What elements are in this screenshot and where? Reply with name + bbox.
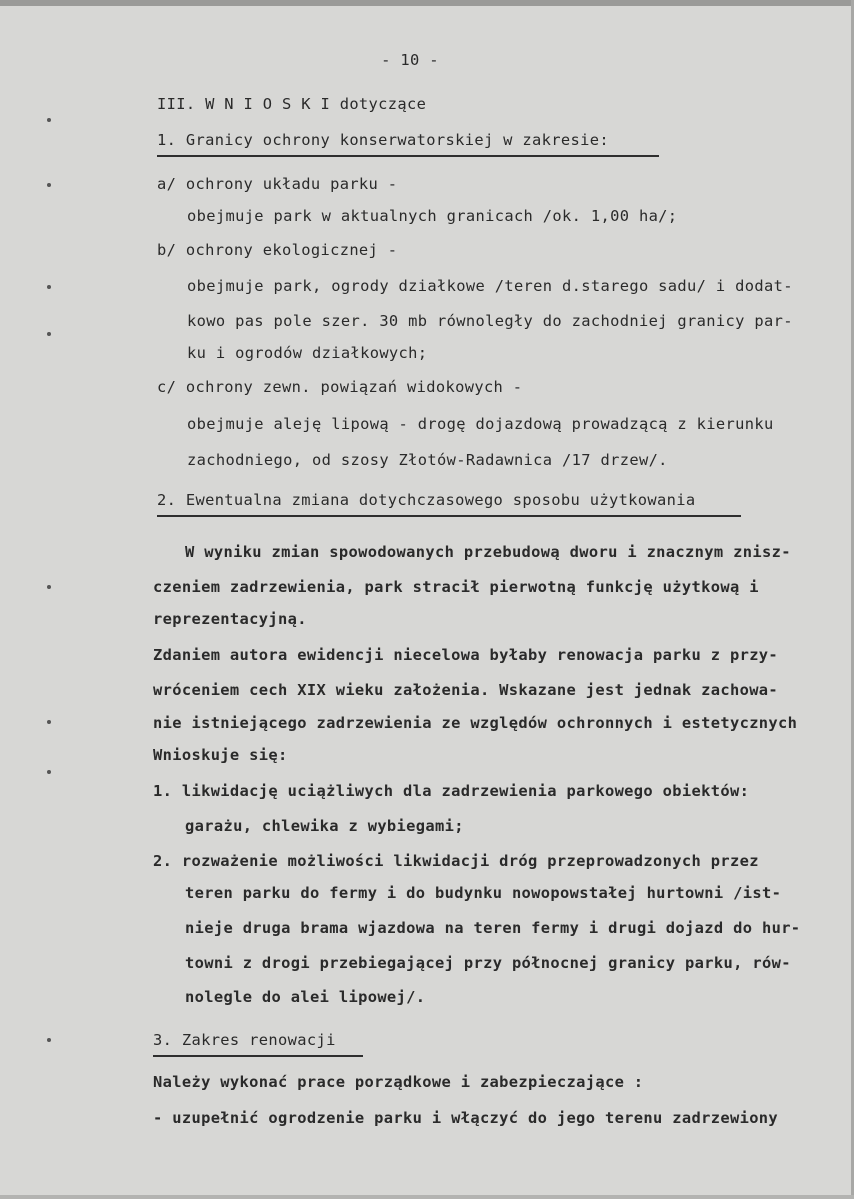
list-item-1-cont: garażu, chlewika z wybiegami; xyxy=(185,817,464,835)
paragraph-line: nie istniejącego zadrzewienia ze względów ochronnych i estetycznych xyxy=(153,714,798,732)
item-a-text: obejmuje park w aktualnych granicach /ok. 1,00 ha/; xyxy=(187,207,678,225)
section3-title-underline xyxy=(153,1055,363,1057)
item-b-line: kowo pas pole szer. 30 mb równoległy do zachodniej granicy par- xyxy=(187,312,793,330)
binding-hole-mark xyxy=(47,285,51,289)
paragraph-line: czeniem zadrzewienia, park stracił pierwotną funkcję użytkową i xyxy=(153,578,759,596)
section3-title: 3. Zakres renowacji xyxy=(153,1031,336,1049)
section1-title-underline xyxy=(157,155,659,157)
item-b-label: b/ ochrony ekologicznej - xyxy=(157,241,398,259)
scan-edge-bottom xyxy=(0,1195,854,1199)
binding-hole-mark xyxy=(47,770,51,774)
item-b-line: obejmuje park, ogrody działkowe /teren d.starego sadu/ i dodat- xyxy=(187,277,793,295)
binding-hole-mark xyxy=(47,720,51,724)
paragraph-line: W wyniku zmian spowodowanych przebudową dworu i znacznym znisz- xyxy=(185,543,791,561)
binding-hole-mark xyxy=(47,332,51,336)
item-c-line: obejmuje aleję lipową - drogę dojazdową prowadzącą z kierunku xyxy=(187,415,774,433)
item-c-line: zachodniego, od szosy Złotów-Radawnica /17 drzew/. xyxy=(187,451,668,469)
section2-title: 2. Ewentualna zmiana dotychczasowego sposobu użytkowania xyxy=(157,491,696,509)
paragraph-line: Wnioskuje się: xyxy=(153,746,288,764)
binding-hole-mark xyxy=(47,585,51,589)
paragraph-line: Zdaniem autora ewidencji niecelowa byłaby renowacja parku z przy- xyxy=(153,646,779,664)
list-item-1: 1. likwidację uciążliwych dla zadrzewienia parkowego obiektów: xyxy=(153,782,750,800)
binding-hole-mark xyxy=(47,183,51,187)
section3-bullet: - uzupełnić ogrodzenie parku i włączyć do jego terenu zadrzewiony xyxy=(153,1109,779,1127)
scan-edge-top xyxy=(0,0,854,6)
list-item-2: 2. rozważenie możliwości likwidacji dróg przeprowadzonych przez xyxy=(153,852,759,870)
section1-title: 1. Granicy ochrony konserwatorskiej w zakresie: xyxy=(157,131,609,149)
list-item-2-cont: nieje druga brama wjazdowa na teren fermy i drugi dojazd do hur- xyxy=(185,919,801,937)
paragraph-line: reprezentacyjną. xyxy=(153,610,307,628)
page-number: - 10 - xyxy=(381,51,439,69)
list-item-2-cont: nolegle do alei lipowej/. xyxy=(185,988,426,1006)
item-b-line: ku i ogrodów działkowych; xyxy=(187,344,428,362)
item-c-label: c/ ochrony zewn. powiązań widokowych - xyxy=(157,378,523,396)
list-item-2-cont: towni z drogi przebiegającej przy północnej granicy parku, rów- xyxy=(185,954,791,972)
item-a-label: a/ ochrony układu parku - xyxy=(157,175,398,193)
paragraph-line: wróceniem cech XIX wieku założenia. Wskazane jest jednak zachowa- xyxy=(153,681,779,699)
section3-intro: Należy wykonać prace porządkowe i zabezpieczające : xyxy=(153,1073,644,1091)
list-item-2-cont: teren parku do fermy i do budynku nowopowstałej hurtowni /ist- xyxy=(185,884,782,902)
section2-title-underline xyxy=(157,515,741,517)
binding-hole-mark xyxy=(47,118,51,122)
conclusions-heading: III. W N I O S K I dotyczące xyxy=(157,95,427,113)
binding-hole-mark xyxy=(47,1038,51,1042)
